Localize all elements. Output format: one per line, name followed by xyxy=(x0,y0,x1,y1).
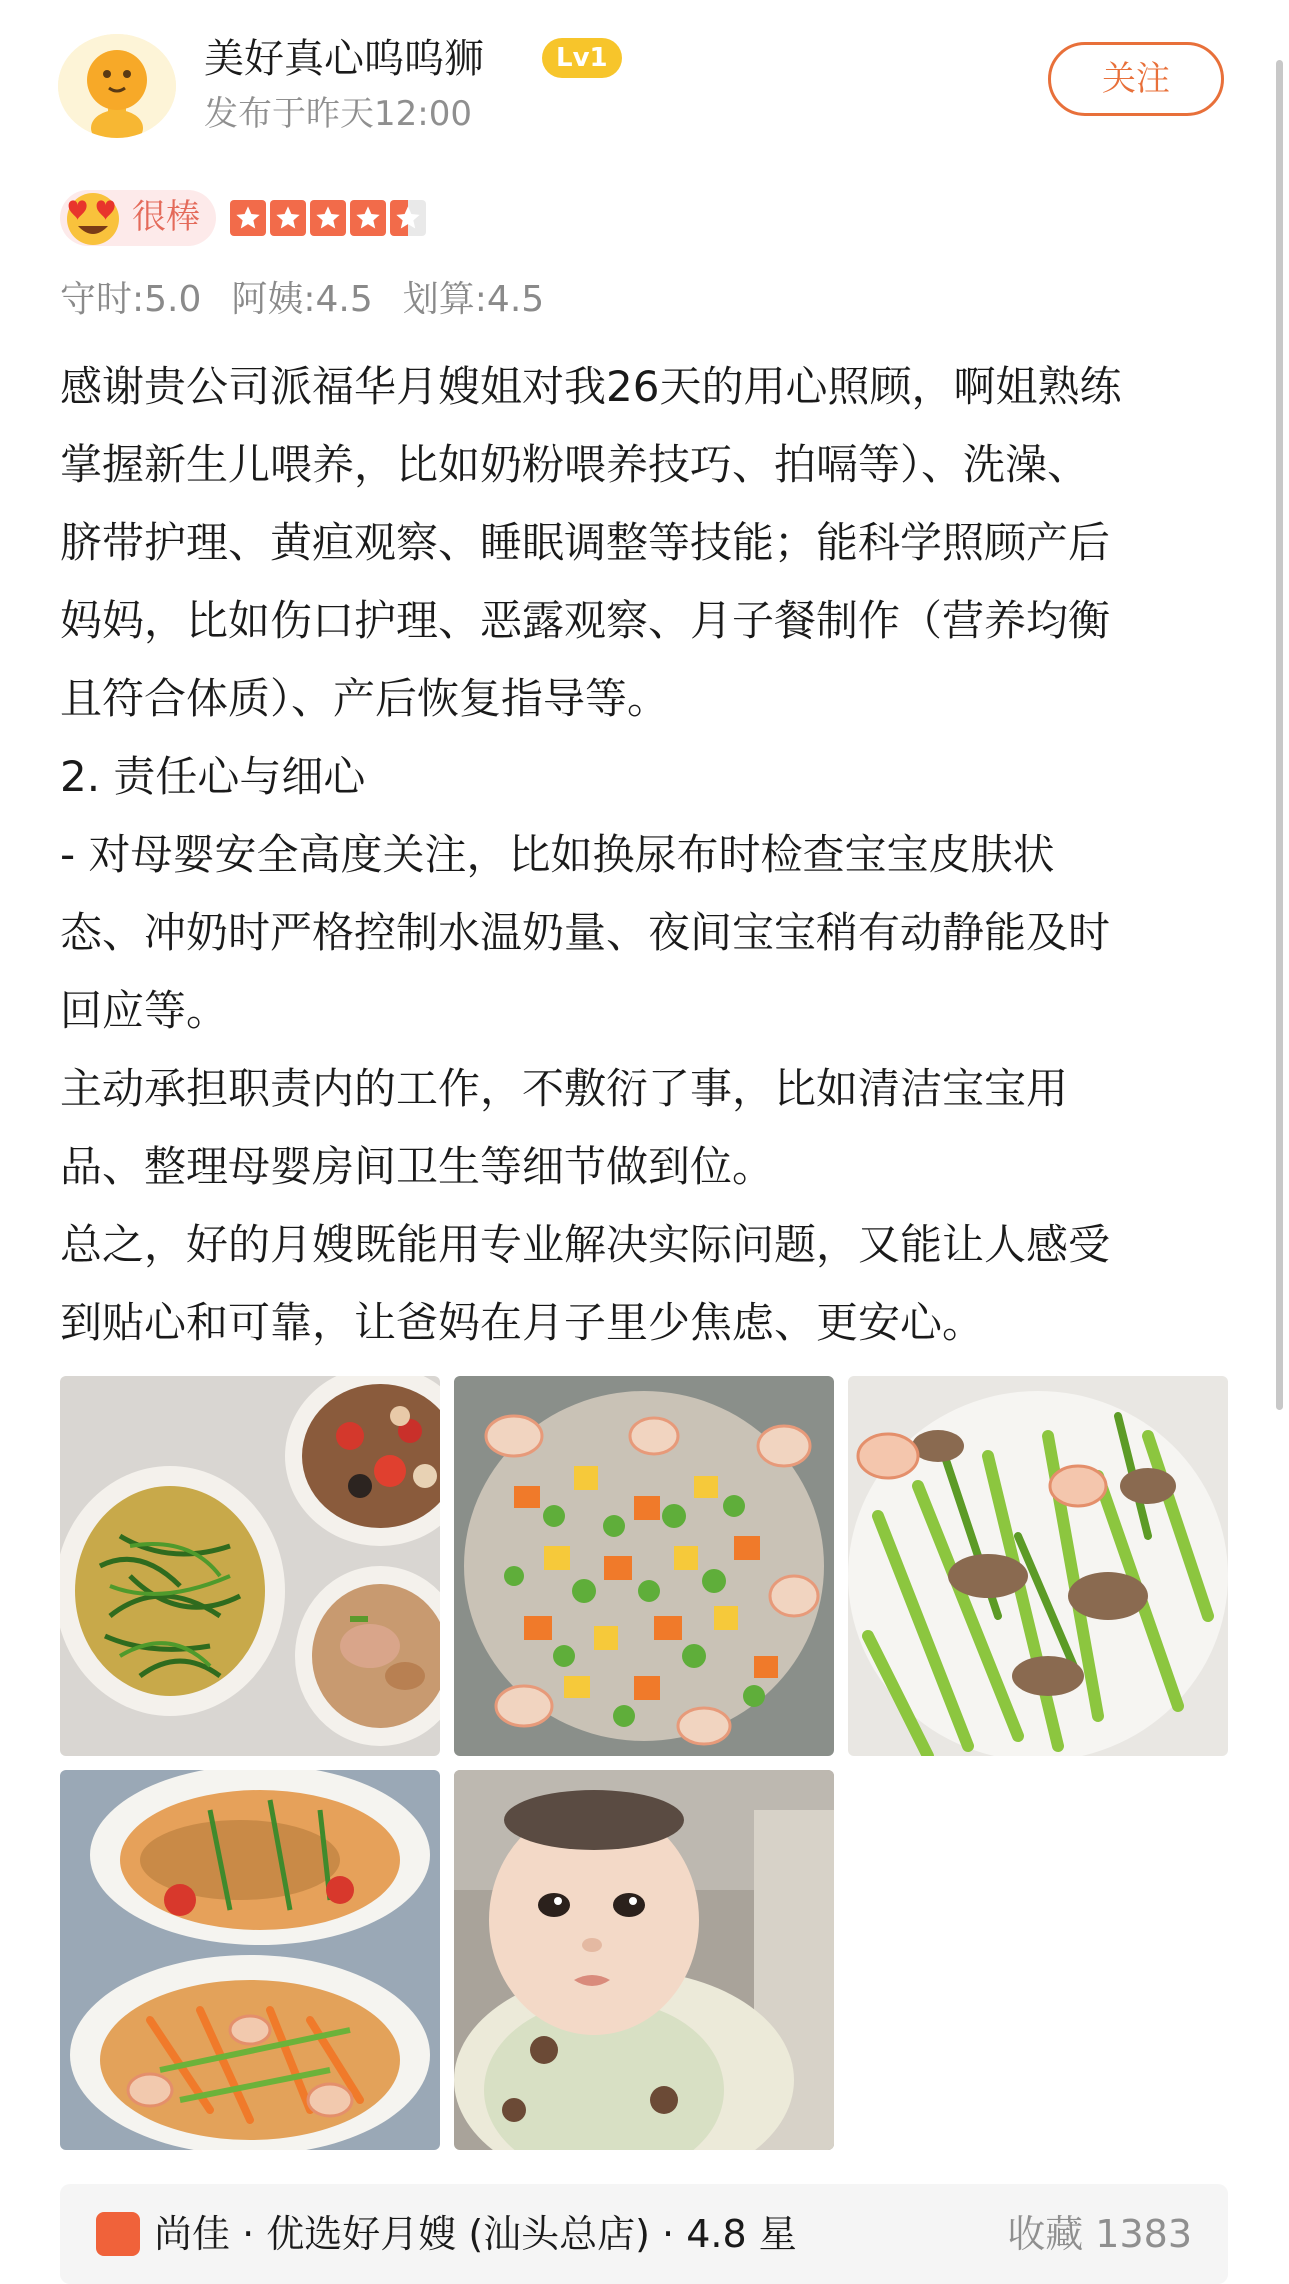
rating-row xyxy=(60,186,660,250)
sub-scores xyxy=(60,276,574,324)
username[interactable]: 美好真心呜呜狮 xyxy=(204,36,484,82)
shop-favorites: 收藏 1383 xyxy=(1007,2212,1192,2256)
lion-avatar-icon xyxy=(58,34,176,138)
review-line: - 对母婴安全高度关注，比如换尿布时检查宝宝皮肤状 xyxy=(60,830,1055,879)
review-line: 总之，好的月嫂既能用专业解决实际问题，又能让人感受 xyxy=(60,1220,1111,1269)
shop-name[interactable]: 尚佳 · 优选好月嫂 (汕头总店) · 4.8 星 xyxy=(154,2212,797,2256)
review-line: 妈妈，比如伤口护理、恶露观察、月子餐制作（营养均衡 xyxy=(60,596,1111,645)
review-line: 2. 责任心与细心 xyxy=(60,752,366,801)
post-header xyxy=(58,34,1228,144)
star-icon xyxy=(350,200,386,236)
fish-shrimp-dishes-photo[interactable] xyxy=(60,1770,440,2150)
score-nanny: 阿姨:4.5 xyxy=(231,279,373,320)
rating-word: 很棒 xyxy=(132,197,200,237)
score-punctuality: 守时:5.0 xyxy=(60,279,202,320)
post-time: 发布于昨天12:00 xyxy=(204,94,472,134)
review-line: 掌握新生儿喂养，比如奶粉喂养技巧、拍嗝等）、洗澡、 xyxy=(60,440,1090,489)
asparagus-beef-photo[interactable] xyxy=(848,1376,1228,1756)
star-icon xyxy=(270,200,306,236)
review-line: 回应等。 xyxy=(60,986,229,1035)
shop-card[interactable] xyxy=(60,2184,1228,2284)
baby-photo[interactable] xyxy=(454,1770,834,2150)
shop-icon xyxy=(96,2212,140,2256)
review-line: 感谢贵公司派福华月嫂姐对我26天的用心照顾，啊姐熟练 xyxy=(60,362,1122,411)
avatar[interactable] xyxy=(58,34,176,138)
review-line: 态、冲奶时严格控制水温奶量、夜间宝宝稍有动静能及时 xyxy=(60,908,1111,957)
follow-button[interactable]: 关注 xyxy=(1048,42,1224,116)
review-text xyxy=(60,348,1240,1362)
star-icon xyxy=(310,200,346,236)
half-star-icon xyxy=(390,200,426,236)
vegetable-dishes-photo[interactable] xyxy=(60,1376,440,1756)
review-line: 且符合体质）、产后恢复指导等。 xyxy=(60,674,670,723)
review-line: 主动承担职责内的工作，不敷衍了事，比如清洁宝宝用 xyxy=(60,1064,1069,1113)
star-icon xyxy=(230,200,266,236)
review-line: 到贴心和可靠，让爸妈在月子里少焦虑、更安心。 xyxy=(60,1298,985,1347)
scrollbar[interactable] xyxy=(1276,60,1283,1410)
level-badge: Lv1 xyxy=(542,38,622,78)
score-value: 划算:4.5 xyxy=(402,279,545,320)
review-line: 脐带护理、黄疸观察、睡眠调整等技能；能科学照顾产后 xyxy=(60,518,1111,567)
star-rating xyxy=(230,200,426,236)
heart-eyes-emoji-icon xyxy=(62,186,124,248)
corn-peas-shrimp-photo[interactable] xyxy=(454,1376,834,1756)
review-line: 品、整理母婴房间卫生等细节做到位。 xyxy=(60,1142,775,1191)
